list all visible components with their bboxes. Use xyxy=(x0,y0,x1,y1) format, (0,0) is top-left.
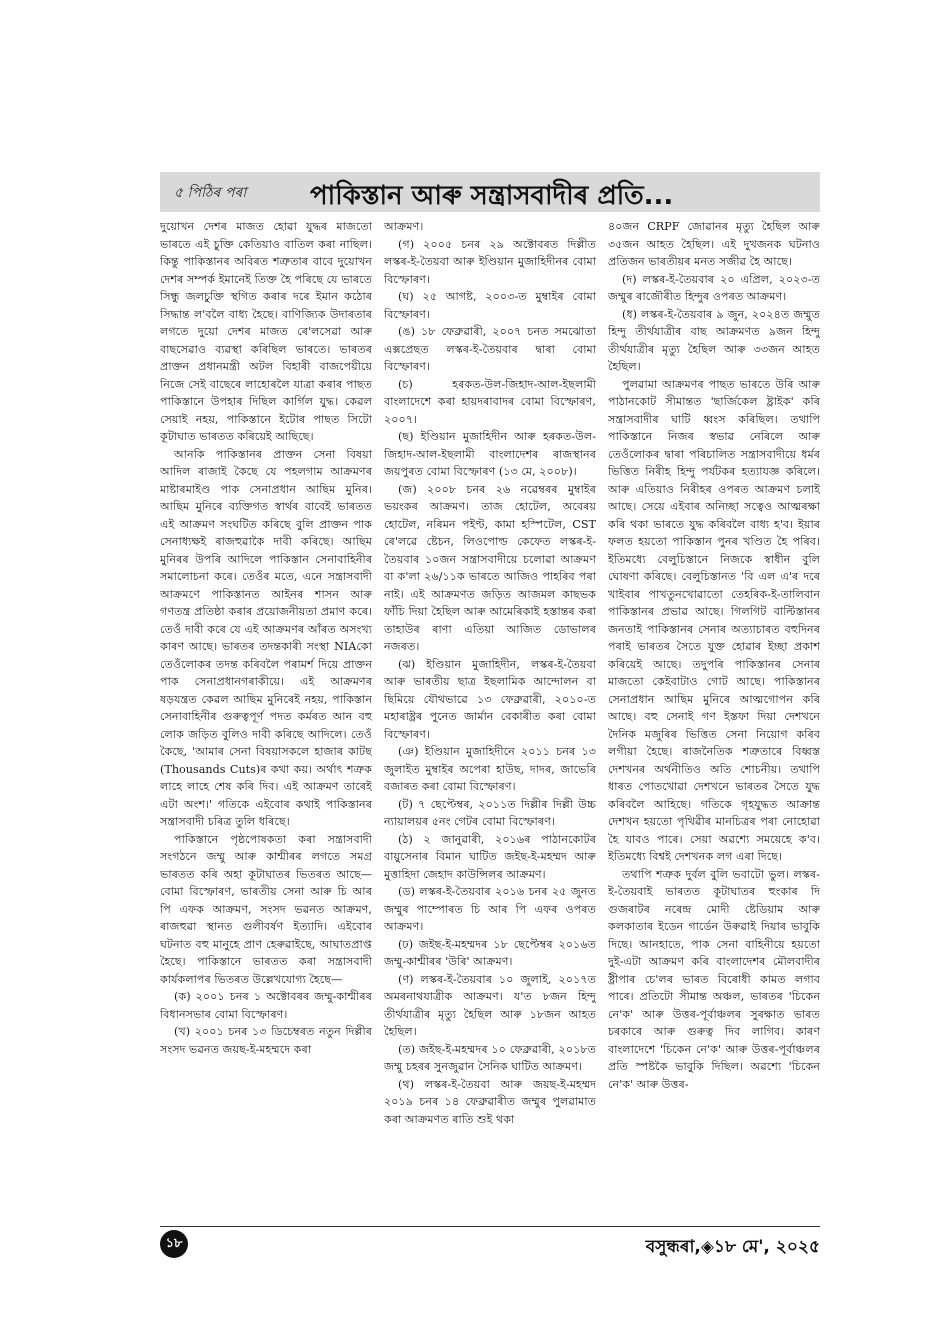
list-item: (ধ) লস্কৰ-ই-তৈয়বাৰ ৯ জুন, ২০২৪ত জম্মুত হিন্দু তীৰ্থযাত্ৰীৰ বাছ আক্ৰমণত ৯জন হিন্দু তীৰ্থযাত্ৰীৰ মৃত্যু হৈছিল আৰু ৩৩জন আহত হৈছিল। xyxy=(608,307,820,373)
paragraph: ৪০জন CRPF জোৱানৰ মৃত্যু হৈছিল আৰু ৩৫জন আহত হৈছিল। এই দুখজনক ঘটনাও প্ৰতিজন ভাৰতীয়ৰ মনত সজীৱ হৈ আছে। xyxy=(608,220,820,268)
paragraph: দুয়োখন দেশৰ মাজত হোৱা যুদ্ধৰ মাজতো ভাৰতে এই চুক্তি কেতিয়াও বাতিল কৰা নাছিল। কিন্তু পাকিস্তানৰ অবিৰত শত্ৰুতাৰ বাবে দুয়োখন দেশৰ সম্পৰ্ক ইমানেই তিক্ত হৈ পৰিছে যে ভাৰতে সিন্ধু জলচুক্তি স্থগিত কৰাৰ দৰে ইমান কঠোৰ সিদ্ধান্ত ল'বলৈ বাধ্য হৈছে। বাণিজ্যিক উদাৰতাৰ লগতে দুয়ো দেশৰ মাজত ৰে'লসেৱা আৰু বাছসেৱাও ব্যৱস্থা কৰিছিল ভাৰতে। ভাৰতৰ প্ৰাক্তন প্ৰধানমন্ত্ৰী অটল বিহাৰী বাজপেয়ীয়ে নিজে সেই বাছেৰে লাহোৰলৈ যাত্ৰা কৰাৰ পাছত পাকিস্তানে উপহাৰ দিছিল কাৰ্গিল যুদ্ধ। কেৱল সেয়াই নহয়, পাকিস্তানে ইটোৰ পাছত সিটো কূটাঘাত ভাৰতত কৰিয়েই আছিছে। xyxy=(160,220,372,443)
article-header-band xyxy=(160,172,820,212)
list-item: (ঙ) ১৮ ফেব্ৰুৱাৰী, ২০০৭ চনত সমঝোতা এক্সপ্ৰেছত লস্কৰ-ই-তৈয়বাৰ দ্বাৰা বোমা বিস্ফোৰণ। xyxy=(384,325,596,373)
list-item: (ণ) লস্কৰ-ই-তৈয়বাৰ ১০ জুলাই, ২০১৭ত অমৰনাথযাত্ৰীক আক্ৰমণ। য'ত ৮জন হিন্দু তীৰ্থযাত্ৰীৰ মৃত্যু হৈছিল আৰু ১৮জন আহত হৈছিল। xyxy=(384,972,596,1038)
list-item: (ড) লস্কৰ-ই-তৈয়বাৰ ২০১৬ চনৰ ২৫ জুনত জম্মুৰ পাম্পোৰত চি আৰ পি এফৰ ওপৰত আক্ৰমণ। xyxy=(384,885,596,933)
list-item: (ঘ) ২৫ আগষ্ট, ২০০৩-ত মুম্বাইৰ বোমা বিস্ফোৰণ। xyxy=(384,290,596,321)
list-item: (ঢ) জইছ-ই-মহম্মদৰ ১৮ ছেপ্টেম্বৰ ২০১৬ত জম্মু-কাশ্মীৰৰ 'উৰি' আক্ৰমণ। xyxy=(384,937,596,968)
paragraph: তথাপি শত্ৰুক দুৰ্বল বুলি ভবাটো ভুল। লস্কৰ-ই-তৈয়বাই ভাৰতত কূটাঘাতৰ হুংকাৰ দি গুজৰাটৰ নৰেন্দ্ৰ মোদী ষ্টেডিয়াম আৰু কলকাতাৰ ইডেন গাৰ্ডেন উৰুৱাই দিয়াৰ ভাবুকি দিছে। আনহাতে, পাক সেনা বাহিনীয়ে হয়তো দুই-এটা আক্ৰমণ কৰি বাংলাদেশৰ মৌলবাদীৰ ষ্ট্ৰীপাৰ চে'লৰ ভাৰত বিৰোধী কামত লগাব পাৰে। প্ৰতিটো সীমান্ত অঞ্চল, ভাৰতৰ 'চিকেন নে'ক' আৰু উত্তৰ-পূৰ্বাঞ্চলৰ সুৰক্ষাত ভাৰত চৰকাৰে আৰু গুৰুত্ব দিব লাগিব। কাৰণ বাংলাদেশে 'চিকেন নে'ক' আৰু উত্তৰ-পূৰ্বাঞ্চলৰ প্ৰতি স্পষ্টকৈ ভাবুকি দিছিল। অৱশ্যে 'চিকেন নে'ক' আৰু উত্তৰ- xyxy=(608,867,820,1091)
page-number-badge: ১৮ xyxy=(160,1230,188,1258)
article-headline: পাকিস্তান আৰু সন্ত্ৰাসবাদীৰ প্ৰতি... xyxy=(310,181,674,211)
list-item: (ক) ২০০১ চনৰ ১ অক্টোবৰৰ জম্মু-কাশ্মীৰৰ বিধানসভাৰ বোমা বিস্ফোৰণ। xyxy=(160,990,372,1021)
list-item: (দ) লস্কৰ-ই-তৈয়বাৰ ২০ এপ্ৰিল, ২০২৩-ত জম্মুৰ ৰাজৌৰীত হিন্দুৰ ওপৰত আক্ৰমণ। xyxy=(608,272,820,303)
paragraph: পাকিস্তানে পৃষ্ঠপোষকতা কৰা সন্ত্ৰাসবাদী সংগঠনে জম্মু আৰু কাশ্মীৰৰ লগতে সমগ্ৰ ভাৰতত কৰি অহা কূটাঘাতৰ ভিতৰত আছে— বোমা বিস্ফোৰণ, ভাৰতীয় সেনা আৰু চি আৰ পি এফক আক্ৰমণ, সংসদ ভৱনত আক্ৰমণ, ৰাজহুৱা স্থানত গুলীবৰ্ষণ ইত্যাদি। এইবোৰ ঘটনাত বহু মানুহে প্ৰাণ হেৰুৱাইছে, আঘাতপ্ৰাপ্ত হৈছে। পাকিস্তানে ভাৰতত কৰা সন্ত্ৰাসবাদী কাৰ্যকলাপৰ ভিতৰত উল্লেখযোগ্য হৈছে— xyxy=(160,832,372,986)
list-item: (জ) ২০০৮ চনৰ ২৬ নৱেম্বৰৰ মুম্বাইৰ ভয়ংকৰ আক্ৰমণ। তাজ হোটেল, অবেৰয় হোটেল, নৰিমন পইণ্ট, কামা হস্পিটেল, CST ৰে'লৱে ষ্টেচন, লিওপোল্ড কেফেত লস্কৰ-ই-তৈয়বাৰ ১০জন সন্ত্ৰাসবাদীয়ে চলোৱা আক্ৰমণ বা ক'লা ২৬/১১ক ভাৰতে আজিও পাহৰিব পৰা নাই। এই আক্ৰমণত জড়িত আজমল কাছভক ফাঁচি দিয়া হৈছিল আৰু আমেৰিকাই হস্তান্তৰ কৰা তাহাউৰ ৰাণা এতিয়া আজিত ডোভালৰ নজৰত। xyxy=(384,482,596,653)
list-item: (ঝ) ইণ্ডিয়ান মুজাহিদীন, লস্কৰ-ই-তৈয়বা আৰু ভাৰতীয় ছাত্ৰ ইছলামিক আন্দোলন বা ছিমিয়ে যৌথভাৱে ১৩ ফেব্ৰুৱাৰী, ২০১০-ত মহাৰাষ্ট্ৰৰ পুনেত জাৰ্মান বেকাৰীত কৰা বোমা বিস্ফোৰণ। xyxy=(384,657,596,741)
list-item: (থ) লস্কৰ-ই-তৈয়বা আৰু জয়ছ-ই-মহম্মদ ২০১৯ চনৰ ১৪ ফেব্ৰুৱাৰীত জম্মুৰ পুলৱামাত কৰা আক্ৰমণত ৰাতি শুই থকা xyxy=(384,1077,596,1126)
continued-from-label: ৫ পিঠিৰ পৰা xyxy=(174,185,247,201)
paragraph: পুলৱামা আক্ৰমণৰ পাছত ভাৰতে উৰি আৰু পাঠানকোট সীমান্তত 'ছাৰ্জিকেল ষ্ট্ৰাইক' কৰি সন্ত্ৰাসবাদীৰ ঘাটি ধ্বংস কৰিছিল। তথাপি পাকিস্তানে নিজৰ স্বভাৱ নেৰিলে আৰু তেওঁলোকৰ দ্বাৰা পৰিচালিত সন্ত্ৰাসবাদীয়ে ধৰ্মৰ ভিত্তিত নিৰীহ হিন্দু পৰ্যটকৰ হত্যাযজ্ঞ কৰিলে। আৰু এতিয়াও নিৰীহৰ ওপৰত আক্ৰমণ চলাই আছে। সেয়ে এইবাৰ অনিচ্ছা সত্বেও আত্মৰক্ষা কৰি থকা ভাৰতে যুদ্ধ কৰিবলৈ বাধ্য হ'ব। ইয়াৰ ফলত হয়তো পাকিস্তান পুনৰ খণ্ডিত হৈ পৰিব। ইতিমধ্যে বেলুচিস্তানে নিজকে স্বাধীন বুলি ঘোষণা কৰিছে। বেলুচিস্তানত 'বি এল এ'ৰ দৰে খাইবাৰ পাখতুনখোৱাতো তেহৰিক-ই-তালিবান পাকিস্তানৰ প্ৰভাৱ আছে। গিলগিট বাল্টিস্তানৰ জনতাই পাকিস্তানৰ সেনাৰ অত্যাচাৰত বহুদিনৰ পৰাই ভাৰতৰ সৈতে যুক্ত হোৱাৰ ইচ্ছা প্ৰকাশ কৰিয়েই আছে। তদুপৰি পাকিস্তানৰ সেনাৰ মাজতো কেইবাটাও গোট আছে। পাকিস্তানৰ সেনাপ্ৰধান আছিম মুনিৰে আত্মগোপন কৰি আছে। বহু সেনাই গণ ইস্তফা দিয়া দেশখনে দৈনিক মজুৰিৰ ভিত্তিত সেনা নিয়োগ কৰিব লগীয়া হৈছে। ৰাজনৈতিক শত্ৰুতাৰে বিধ্বস্ত দেশখনৰ অৰ্থনীতিও অতি শোচনীয়। তথাপি ধাৰত পোতখোৱা দেশখনে ভাৰতৰ সৈতে যুদ্ধ কৰিবলৈ আহিছে। গতিকে গৃহযুদ্ধত আক্ৰান্ত দেশখন হয়তো পৃথিৱীৰ মানচিত্ৰৰ পৰা নোহোৱা হৈ যাবও পাৰে। সেয়া অৱশ্যে সময়েহে ক'ব। ইতিমধ্যে বিশ্বই দেশখনক লগ এৰা দিছে। xyxy=(608,377,820,863)
list-item: (ত) জইছ-ই-মহম্মদৰ ১০ ফেব্ৰুৱাৰী, ২০১৮ত জম্মু চহৰৰ সুনজুৱান সৈনিক ঘাটিত আক্ৰমণ। xyxy=(384,1042,596,1073)
paragraph: আনকি পাকিস্তানৰ প্ৰাক্তন সেনা বিষয়া আদিল ৰাজাই কৈছে যে পহলগাম আক্ৰমণৰ মাষ্টাৰমাইণ্ড পাক সেনাপ্ৰধান আছিম মুনিৰ। আছিম মুনিৰে ব্যক্তিগত স্বাৰ্থৰ বাবেই ভাৰতত এই আক্ৰমণ সংঘটিত কৰিছে বুলি প্ৰাক্তন পাক সেনাধ্যক্ষই ৰাজহুৱাকৈ দাবী কৰিছে। আছিম মুনিৰৰ উপৰি আদিলে পাকিস্তান সেনাবাহিনীৰ সমালোচনা কৰে। তেওঁৰ মতে, এনে সন্ত্ৰাসবাদী আক্ৰমণে পাকিস্তানত আইনৰ শাসন আৰু গণতন্ত্ৰ প্ৰতিষ্ঠা কৰাৰ প্ৰয়োজনীয়তা প্ৰমাণ কৰে। তেওঁ দাবী কৰে যে এই আক্ৰমণৰ আঁৰত অসংখ্য কাৰণ আছে। ভাৰতৰ তদন্তকাৰী সংস্থা NIAকো তেওঁলোকৰ তদন্ত কৰিবলৈ পৰামৰ্শ দিয়ে প্ৰাক্তন পাক সেনাপ্ৰধানগৰাকীয়ে। এই আক্ৰমণৰ ষড়যন্ত্ৰত কেৱল আছিম মুনিৰেই নহয়, পাকিস্তান সেনাবাহিনীৰ গুৰুত্বপূৰ্ণ পদত কৰ্মৰত আন বহু লোক জড়িত বুলিও দাবী কৰিছে আদিলে। তেওঁ কৈছে, 'আমাৰ সেনা বিষয়াসকলে হাজাৰ কাটছ (Thousands Cuts)ৰ কথা কয়। অৰ্থাৎ শত্ৰুক লাহে লাহে শেষ কৰি দিব। এই আক্ৰমণ তাৰেই এটা অংশ।' গতিকে এইবোৰ কথাই পাকিস্তানৰ সন্ত্ৰাসবাদী চৰিত্ৰ তুলি ধৰিছে। xyxy=(160,447,372,828)
list-item: (ট) ৭ ছেপ্টেম্বৰ, ২০১১ত দিল্লীৰ দিল্লী উচ্চ ন্যায়ালয়ৰ ৫নং গেটৰ বোমা বিস্ফোৰণ। xyxy=(384,797,596,828)
list-item: (ঞ) ইণ্ডিয়ান মুজাহিদীনে ২০১১ চনৰ ১৩ জুলাইত মুম্বাইৰ অপেৰা হাউছ, দাদৰ, জাভেৰি বজাৰত কৰা বোমা বিস্ফোৰণ। xyxy=(384,745,596,793)
magazine-masthead: বসুন্ধৰা,◈১৮ মে', ২০২৫ xyxy=(645,1237,820,1257)
list-item: (ছ) ইণ্ডিয়ান মুজাহিদীন আৰু হৰকত-উল-জিহাদ-আল-ইছলামী বাংলাদেশৰ ৰাজস্থানৰ জয়পুৰত বোমা বিস্ফোৰণ (১৩ মে, ২০০৮)। xyxy=(384,430,596,478)
article-column-3 xyxy=(608,218,820,1218)
article-column-2 xyxy=(384,218,596,1218)
footer-divider xyxy=(160,1226,820,1227)
list-item: (খ) ২০০১ চনৰ ১৩ ডিচেম্বৰত নতুন দিল্লীৰ সংসদ ভৱনত জয়ছ-ই-মহম্মদে কৰা xyxy=(160,1025,372,1056)
list-item: (গ) ২০০৫ চনৰ ২৯ অক্টোবৰত দিল্লীত লস্কৰ-ই-তৈয়বা আৰু ইণ্ডিয়ান মুজাহিদীনৰ বোমা বিস্ফোৰণ। xyxy=(384,237,596,286)
article-column-1 xyxy=(160,218,372,1218)
list-item: (চ) হৰকত-উল-জিহাদ-আল-ইছলামী বাংলাদেশে কৰা হায়দৰাবাদৰ বোমা বিস্ফোৰণ, ২০০৭। xyxy=(384,377,596,426)
list-item: (ঠ) ২ জানুৱাৰী, ২০১৬ৰ পাঠানকোটৰ বায়ুসেনাৰ বিমান ঘাটিত জইছ-ই-মহম্মদ আৰু মুত্তাহিদা জেহাদ কাউন্সিলৰ আক্ৰমণ। xyxy=(384,832,596,881)
paragraph: আক্ৰমণ। xyxy=(384,220,424,233)
